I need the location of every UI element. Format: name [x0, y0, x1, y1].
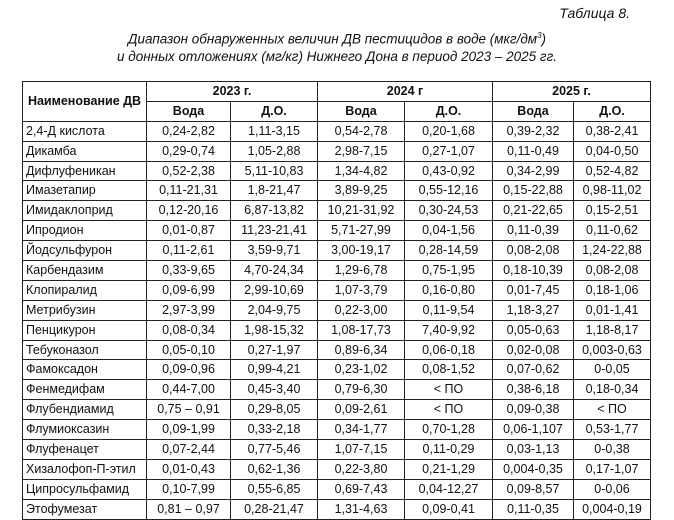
table-row: [23, 201, 651, 221]
sediment-2025-cell: 0,52-4,82: [574, 161, 651, 181]
sediment-2023-cell: 0,33-2,18: [231, 420, 318, 440]
sediment-2023-cell: 1,8-21,47: [231, 181, 318, 201]
sediment-2025-cell: 0,98-11,02: [574, 181, 651, 201]
sediment-2023-cell: 6,87-13,82: [231, 201, 318, 221]
sediment-2023-cell: 5,11-10,83: [231, 161, 318, 181]
substance-name-cell: Фамоксадон: [23, 360, 147, 380]
sediment-2025-cell: 0-0,05: [574, 360, 651, 380]
substance-name-cell: 2,4-Д кислота: [23, 121, 147, 141]
water-2023-cell: 0,09-6,99: [147, 280, 231, 300]
table-row: [23, 300, 651, 320]
table-row: [23, 380, 651, 400]
water-2023-cell: 0,01-0,87: [147, 221, 231, 241]
water-2025-cell: 0,05-0,63: [493, 320, 574, 340]
sediment-2024-cell: 0,75-1,95: [405, 261, 493, 281]
water-2024-cell: 0,54-2,78: [318, 121, 405, 141]
substance-name-cell: Метрибузин: [23, 300, 147, 320]
table-row: [23, 221, 651, 241]
water-2023-cell: 0,44-7,00: [147, 380, 231, 400]
water-2025-cell: 0,11-0,49: [493, 141, 574, 161]
water-2024-cell: 2,98-7,15: [318, 141, 405, 161]
sediment-2024-cell: 0,16-0,80: [405, 280, 493, 300]
water-2025-cell: 0,07-0,62: [493, 360, 574, 380]
sediment-2025-cell: 0,004-0,19: [574, 499, 651, 519]
sediment-2024-cell: 0,55-12,16: [405, 181, 493, 201]
substance-name-cell: Флубендиамид: [23, 400, 147, 420]
substance-name-cell: Этофумезат: [23, 499, 147, 519]
water-2024-cell: 0,89-6,34: [318, 340, 405, 360]
table-row: [23, 340, 651, 360]
header-water-2023: Вода: [147, 101, 231, 121]
water-2023-cell: 0,52-2,38: [147, 161, 231, 181]
water-2024-cell: 1,34-4,82: [318, 161, 405, 181]
water-2023-cell: 0,12-20,16: [147, 201, 231, 221]
water-2025-cell: 0,08-2,08: [493, 241, 574, 261]
pesticide-range-table: [22, 81, 651, 520]
sediment-2024-cell: 0,06-0,18: [405, 340, 493, 360]
header-substance-name: Наименование ДВ: [23, 82, 147, 122]
water-2024-cell: 3,00-19,17: [318, 241, 405, 261]
water-2023-cell: 0,05-0,10: [147, 340, 231, 360]
sediment-2025-cell: 0,18-1,06: [574, 280, 651, 300]
sediment-2023-cell: 0,99-4,21: [231, 360, 318, 380]
water-2023-cell: 2,97-3,99: [147, 300, 231, 320]
water-2025-cell: 0,004-0,35: [493, 459, 574, 479]
water-2023-cell: 0,07-2,44: [147, 440, 231, 460]
sediment-2024-cell: 0,20-1,68: [405, 121, 493, 141]
sediment-2025-cell: 0,01-1,41: [574, 300, 651, 320]
caption-line-2: и донных отложениях (мг/кг) Нижнего Дона в период 2023 – 2025 гг.: [117, 48, 557, 64]
sediment-2023-cell: 3,59-9,71: [231, 241, 318, 261]
substance-name-cell: Тебуконазол: [23, 340, 147, 360]
sediment-2023-cell: 0,27-1,97: [231, 340, 318, 360]
water-2025-cell: 0,01-7,45: [493, 280, 574, 300]
sediment-2024-cell: 0,04-1,56: [405, 221, 493, 241]
water-2023-cell: 0,81 – 0,97: [147, 499, 231, 519]
water-2025-cell: 0,02-0,08: [493, 340, 574, 360]
sediment-2023-cell: 0,45-3,40: [231, 380, 318, 400]
water-2023-cell: 0,24-2,82: [147, 121, 231, 141]
table-row: [23, 459, 651, 479]
sediment-2024-cell: 7,40-9,92: [405, 320, 493, 340]
table-row: [23, 420, 651, 440]
table-row: [23, 400, 651, 420]
water-2025-cell: 0,15-22,88: [493, 181, 574, 201]
water-2024-cell: 1,29-6,78: [318, 261, 405, 281]
substance-name-cell: Имидаклоприд: [23, 201, 147, 221]
table-number: Таблица 8.: [559, 5, 630, 21]
water-2024-cell: 1,08-17,73: [318, 320, 405, 340]
sediment-2025-cell: 0,08-2,08: [574, 261, 651, 281]
sediment-2025-cell: 0,53-1,77: [574, 420, 651, 440]
substance-name-cell: Флуфенацет: [23, 440, 147, 460]
water-2023-cell: 0,11-21,31: [147, 181, 231, 201]
substance-name-cell: Клопиралид: [23, 280, 147, 300]
table-row: [23, 161, 651, 181]
sediment-2025-cell: 0,04-0,50: [574, 141, 651, 161]
substance-name-cell: Йодсульфурон: [23, 241, 147, 261]
sediment-2024-cell: 0,70-1,28: [405, 420, 493, 440]
sediment-2023-cell: 0,55-6,85: [231, 479, 318, 499]
sediment-2025-cell: 0-0,06: [574, 479, 651, 499]
substance-name-cell: Хизалофоп-П-этил: [23, 459, 147, 479]
water-2025-cell: 0,03-1,13: [493, 440, 574, 460]
water-2024-cell: 0,79-6,30: [318, 380, 405, 400]
sediment-2024-cell: 0,43-0,92: [405, 161, 493, 181]
sediment-2024-cell: 0,09-0,41: [405, 499, 493, 519]
header-year-2025: 2025 г.: [493, 82, 651, 102]
sediment-2023-cell: 4,70-24,34: [231, 261, 318, 281]
water-2025-cell: 1,18-3,27: [493, 300, 574, 320]
sediment-2024-cell: 0,21-1,29: [405, 459, 493, 479]
water-2025-cell: 0,11-0,35: [493, 499, 574, 519]
header-sediment-2023: Д.О.: [231, 101, 318, 121]
sediment-2023-cell: 0,28-21,47: [231, 499, 318, 519]
sediment-2024-cell: 0,11-9,54: [405, 300, 493, 320]
water-2023-cell: 0,10-7,99: [147, 479, 231, 499]
water-2025-cell: 0,21-22,65: [493, 201, 574, 221]
sediment-2024-cell: 0,04-12,27: [405, 479, 493, 499]
water-2023-cell: 0,09-1,99: [147, 420, 231, 440]
sediment-2024-cell: 0,28-14,59: [405, 241, 493, 261]
sediment-2025-cell: 0,38-2,41: [574, 121, 651, 141]
sediment-2025-cell: 1,24-22,88: [574, 241, 651, 261]
header-sediment-2025: Д.О.: [574, 101, 651, 121]
water-2023-cell: 0,09-0,96: [147, 360, 231, 380]
water-2023-cell: 0,33-9,65: [147, 261, 231, 281]
water-2024-cell: 0,09-2,61: [318, 400, 405, 420]
sediment-2023-cell: 1,98-15,32: [231, 320, 318, 340]
sediment-2023-cell: 11,23-21,41: [231, 221, 318, 241]
header-water-2025: Вода: [493, 101, 574, 121]
table-row: [23, 479, 651, 499]
header-year-2023: 2023 г.: [147, 82, 318, 102]
substance-name-cell: Фенмедифам: [23, 380, 147, 400]
sediment-2024-cell: < ПО: [405, 400, 493, 420]
water-2024-cell: 1,31-4,63: [318, 499, 405, 519]
sediment-2024-cell: 0,11-0,29: [405, 440, 493, 460]
sediment-2025-cell: 0,17-1,07: [574, 459, 651, 479]
substance-name-cell: Дикамба: [23, 141, 147, 161]
sediment-2025-cell: 0,003-0,63: [574, 340, 651, 360]
water-2024-cell: 5,71-27,99: [318, 221, 405, 241]
water-2025-cell: 0,09-8,57: [493, 479, 574, 499]
sediment-2025-cell: 1,18-8,17: [574, 320, 651, 340]
sediment-2023-cell: 1,11-3,15: [231, 121, 318, 141]
table-row: [23, 320, 651, 340]
water-2025-cell: 0,34-2,99: [493, 161, 574, 181]
water-2025-cell: 0,09-0,38: [493, 400, 574, 420]
substance-name-cell: Дифлуфеникан: [23, 161, 147, 181]
water-2023-cell: 0,11-2,61: [147, 241, 231, 261]
header-year-2024: 2024 г: [318, 82, 493, 102]
sediment-2023-cell: 0,29-8,05: [231, 400, 318, 420]
sediment-2024-cell: < ПО: [405, 380, 493, 400]
water-2025-cell: 0,11-0,39: [493, 221, 574, 241]
water-2024-cell: 0,22-3,00: [318, 300, 405, 320]
water-2024-cell: 10,21-31,92: [318, 201, 405, 221]
sediment-2024-cell: 0,30-24,53: [405, 201, 493, 221]
sediment-2024-cell: 0,27-1,07: [405, 141, 493, 161]
sediment-2023-cell: 2,99-10,69: [231, 280, 318, 300]
water-2024-cell: 0,69-7,43: [318, 479, 405, 499]
table-row: [23, 241, 651, 261]
substance-name-cell: Пенцикурон: [23, 320, 147, 340]
table-body: [23, 121, 651, 519]
sediment-2023-cell: 0,77-5,46: [231, 440, 318, 460]
water-2024-cell: 0,34-1,77: [318, 420, 405, 440]
table-row: [23, 360, 651, 380]
substance-name-cell: Имазетапир: [23, 181, 147, 201]
water-2023-cell: 0,08-0,34: [147, 320, 231, 340]
table-header: [23, 82, 651, 122]
table-row: [23, 141, 651, 161]
sediment-2025-cell: 0,15-2,51: [574, 201, 651, 221]
sediment-2025-cell: 0,18-0,34: [574, 380, 651, 400]
sediment-2023-cell: 2,04-9,75: [231, 300, 318, 320]
header-sediment-2024: Д.О.: [405, 101, 493, 121]
table-caption: [0, 27, 674, 65]
table-row: [23, 280, 651, 300]
water-2024-cell: 3,89-9,25: [318, 181, 405, 201]
water-2024-cell: 1,07-3,79: [318, 280, 405, 300]
substance-name-cell: Ципросульфамид: [23, 479, 147, 499]
sediment-2023-cell: 0,62-1,36: [231, 459, 318, 479]
table-row: [23, 261, 651, 281]
table-row: [23, 181, 651, 201]
header-row-years: [23, 82, 651, 102]
water-2025-cell: 0,06-1,107: [493, 420, 574, 440]
caption-line-1: Диапазон обнаруженных величин ДВ пестицидов в воде $(мкг/дм^3)$: [127, 31, 547, 47]
water-2023-cell: 0,01-0,43: [147, 459, 231, 479]
table-row: [23, 440, 651, 460]
table-row: [23, 499, 651, 519]
table-row: [23, 121, 651, 141]
substance-name-cell: Флумиоксазин: [23, 420, 147, 440]
sediment-2025-cell: 0,11-0,62: [574, 221, 651, 241]
header-water-2024: Вода: [318, 101, 405, 121]
water-2024-cell: 1,07-7,15: [318, 440, 405, 460]
sediment-2025-cell: < ПО: [574, 400, 651, 420]
water-2023-cell: 0,75 – 0,91: [147, 400, 231, 420]
water-2024-cell: 0,22-3,80: [318, 459, 405, 479]
sediment-2025-cell: 0-0,38: [574, 440, 651, 460]
water-2025-cell: 0,39-2,32: [493, 121, 574, 141]
water-2024-cell: 0,23-1,02: [318, 360, 405, 380]
substance-name-cell: Карбендазим: [23, 261, 147, 281]
substance-name-cell: Ипродион: [23, 221, 147, 241]
sediment-2024-cell: 0,08-1,52: [405, 360, 493, 380]
water-2025-cell: 0,38-6,18: [493, 380, 574, 400]
sediment-2023-cell: 1,05-2,88: [231, 141, 318, 161]
water-2023-cell: 0,29-0,74: [147, 141, 231, 161]
water-2025-cell: 0,18-10,39: [493, 261, 574, 281]
